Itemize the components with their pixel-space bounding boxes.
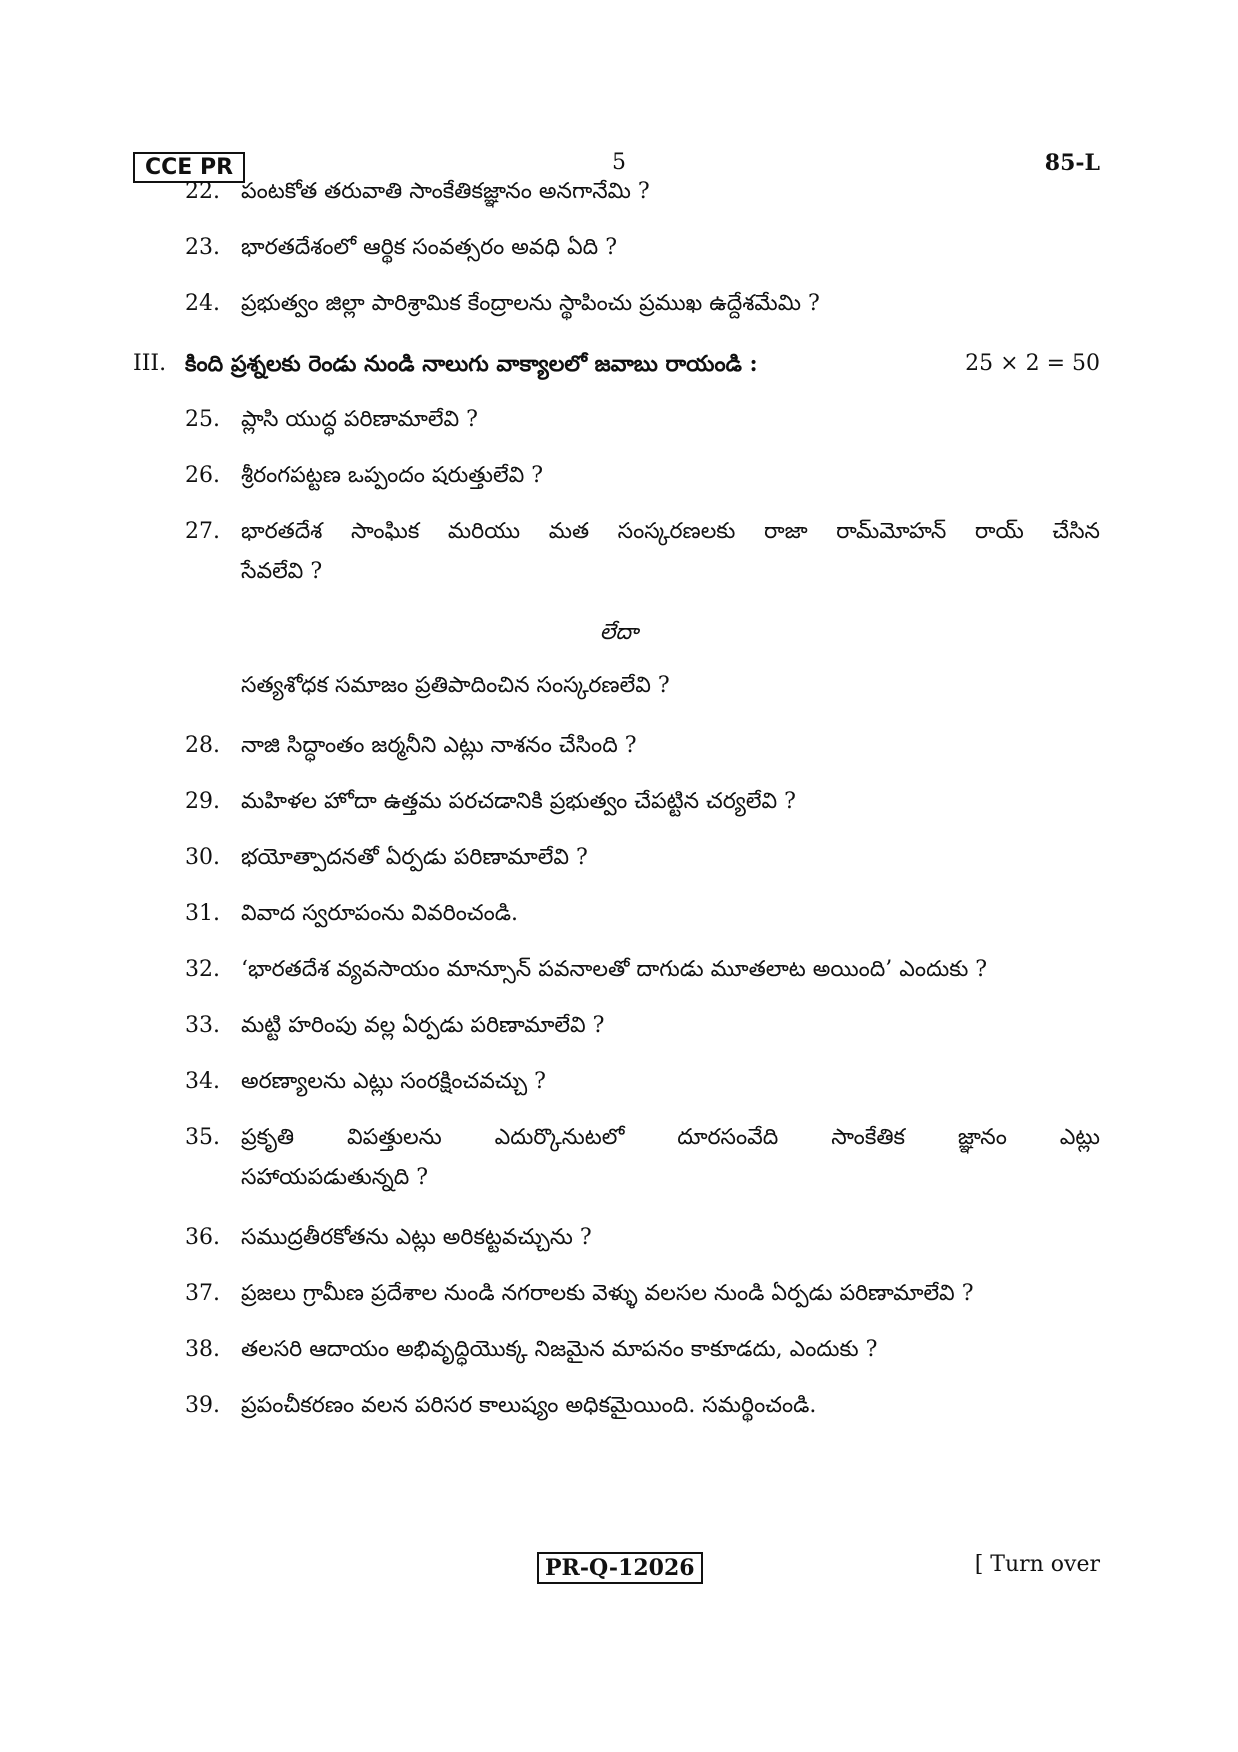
question-text-line2: సహాయపడుతున్నది ?: [241, 1165, 429, 1190]
question-text: పంటకోత తరువాతి సాంకేతికజ్ఞానం అనగానేమి ?: [241, 179, 650, 204]
question-number: 26.: [185, 463, 220, 488]
question-number: 23.: [185, 235, 220, 260]
question-text: అరణ్యాలను ఎట్లు సంరక్షించవచ్చు ?: [241, 1069, 546, 1094]
question-number: 33.: [185, 1013, 220, 1038]
section-number: III.: [133, 351, 167, 376]
question-text: మట్టి హరింపు వల్ల ఏర్పడు పరిణామాలేవి ?: [241, 1013, 605, 1038]
question-number: 34.: [185, 1069, 220, 1094]
question-number: 35.: [185, 1125, 220, 1150]
question-text: సత్యశోధక సమాజం ప్రతిపాదించిన సంస్కరణలేవి ?: [241, 673, 670, 698]
question-text: మహిళల హోదా ఉత్తమ పరచడానికి ప్రభుత్వం చేపట్టిన చర్యలేవి ?: [241, 789, 796, 814]
question-text: భారతదేశంలో ఆర్థిక సంవత్సరం అవధి ఏది ?: [241, 235, 617, 260]
question-text: ప్రభుత్వం జిల్లా పారిశ్రామిక కేంద్రాలను స్థాపించు ప్రముఖ ఉద్దేశమేమి ?: [241, 291, 820, 316]
question-text: ప్రపంచీకరణం వలన పరిసర కాలుష్యం అధికమైయింది. సమర్థించండి.: [241, 1393, 817, 1418]
question-text: ‘భారతదేశ వ్యవసాయం మాన్సూన్ పవనాలతో దాగుడు మూతలాట అయింది’ ఎందుకు ?: [241, 957, 988, 982]
question-text-line2: సేవలేవి ?: [241, 559, 323, 584]
question-number: 37.: [185, 1281, 220, 1306]
question-number: 38.: [185, 1337, 220, 1362]
question-number: 32.: [185, 957, 220, 982]
exam-code-badge: CCE PR: [133, 152, 245, 183]
question-number: 30.: [185, 845, 220, 870]
or-separator: లేదా: [599, 620, 639, 645]
question-text: తలసరి ఆదాయం అభివృద్ధియొక్క నిజమైన మాపనం కాకూడదు, ఎందుకు ?: [241, 1337, 878, 1362]
question-number: 31.: [185, 901, 220, 926]
question-text: నాజి సిద్ధాంతం జర్మనీని ఎట్లు నాశనం చేసింది ?: [241, 733, 637, 758]
question-text-line1: భారతదేశ సాంఘిక మరియు మత సంస్కరణలకు రాజా రామ్‌మోహన్ రాయ్ చేసిన: [241, 519, 1100, 544]
question-text: ప్రజలు గ్రామీణ ప్రదేశాల నుండి నగరాలకు వెళ్ళు వలసల నుండి ఏర్పడు పరిణామాలేవి ?: [241, 1281, 974, 1306]
footer-paper-code: PR-Q-12026: [537, 1552, 703, 1584]
question-number: 29.: [185, 789, 220, 814]
question-number: 39.: [185, 1393, 220, 1418]
question-number: 24.: [185, 291, 220, 316]
question-text: సముద్రతీరకోతను ఎట్లు అరికట్టవచ్చును ?: [241, 1225, 592, 1250]
question-text: శ్రీరంగపట్టణ ఒప్పందం షరుత్తులేవి ?: [241, 463, 544, 488]
question-number: 36.: [185, 1225, 220, 1250]
section-instruction: కింది ప్రశ్నలకు రెండు నుండి నాలుగు వాక్యాలలో జవాబు రాయండి :: [185, 351, 758, 377]
question-text: భయోత్పాదనతో ఏర్పడు పరిణామాలేవి ?: [241, 845, 588, 870]
question-number: 22.: [185, 179, 220, 204]
page-number: 5: [612, 150, 626, 175]
question-text: వివాద స్వరూపంను వివరించండి.: [241, 901, 519, 926]
question-number: 28.: [185, 733, 220, 758]
turn-over-label: [ Turn over: [974, 1552, 1100, 1577]
question-number: 25.: [185, 407, 220, 432]
paper-code: 85-L: [1044, 150, 1100, 176]
question-text-line1: ప్రకృతి విపత్తులను ఎదుర్కొనుటలో దూరసంవేది సాంకేతిక జ్ఞానం ఎట్లు: [241, 1125, 1100, 1150]
section-marks: 25 × 2 = 50: [965, 351, 1100, 376]
question-number: 27.: [185, 519, 220, 544]
question-text: ప్లాసి యుద్ధ పరిణామాలేవి ?: [241, 407, 478, 432]
